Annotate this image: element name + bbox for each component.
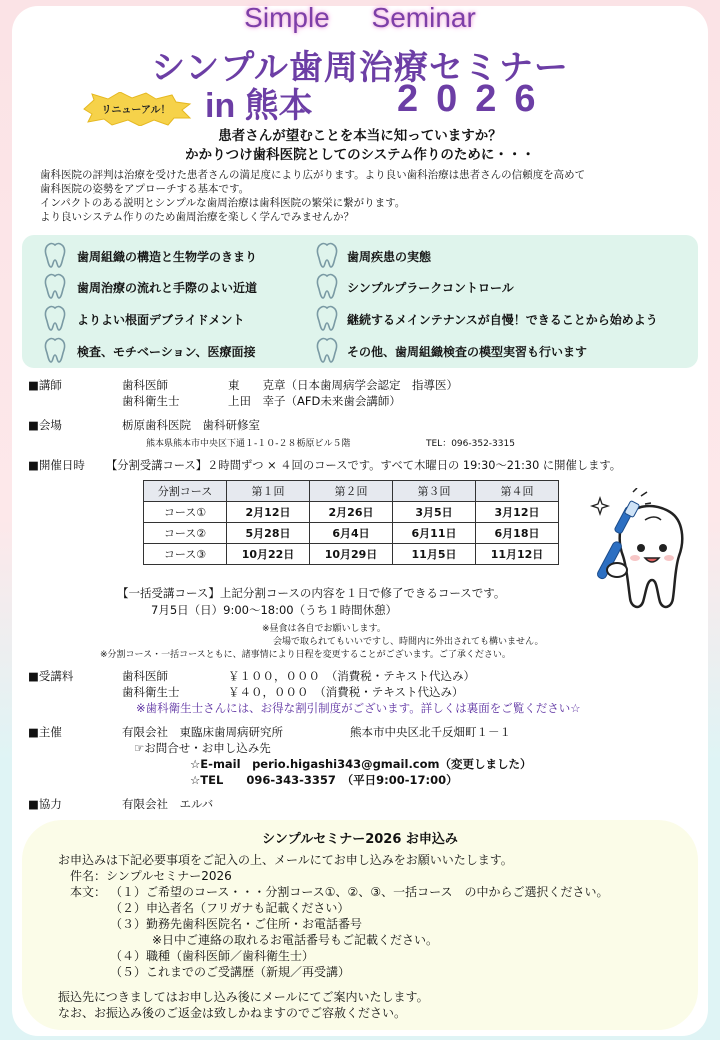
renewal-badge bbox=[80, 92, 192, 126]
date-cell: 2月26日 bbox=[310, 502, 393, 523]
date-cell: 11月5日 bbox=[393, 544, 476, 565]
table-row bbox=[144, 523, 559, 544]
fee-price: ￥４０，０００ （消費税・テキスト代込み） bbox=[228, 685, 464, 699]
lead-question: 患者さんが望むことを本当に知っていますか？ bbox=[218, 128, 502, 144]
application-item: （２）申込者名（フリガナも記載ください） bbox=[110, 901, 350, 915]
application-footer: 振込先につきましてはお申し込み後にメールにてご案内いたします。 bbox=[58, 990, 429, 1004]
table-header-cell: 分割コース bbox=[144, 481, 227, 502]
tooth-icon bbox=[42, 304, 68, 332]
tooth-icon bbox=[314, 336, 340, 364]
table-header-cell: 第２回 bbox=[310, 481, 393, 502]
organizer-name: 有限会社 東臨床歯周病研究所 bbox=[122, 725, 283, 739]
fee-role: 歯科衛生士 bbox=[122, 685, 180, 699]
schedule-note: 会場で取られてもいいですし、時間内に外出されても構いません。 bbox=[273, 637, 544, 647]
fee-discount-note: ※歯科衛生士さんには、お得な割引制度がございます。詳しくは裏面をご覧ください☆ bbox=[136, 701, 581, 715]
date-cell: 6月11日 bbox=[393, 523, 476, 544]
application-item: （３）勤務先歯科医院名・ご住所・お電話番号 bbox=[110, 917, 363, 931]
contact-email[interactable]: ☆E-mail perio.higashi343@gmail.com（変更しました） bbox=[190, 757, 532, 771]
application-item: （１）ご希望のコース・・・分割コース①、②、③、一括コース の中からご選択ください。 bbox=[110, 885, 609, 899]
intro-line: より良いシステム作りのため歯周治療を楽しく学んでみませんか？ bbox=[40, 211, 354, 223]
date-cell: 11月12日 bbox=[476, 544, 559, 565]
tooth-icon bbox=[314, 241, 340, 269]
schedule-note: ※分割コース・一括コースともに、諸事情により日程を変更することがございます。ご了承ください。 bbox=[100, 650, 511, 660]
schedule-note: ※昼食は各自でお願いします。 bbox=[262, 624, 386, 634]
date-cell: 3月5日 bbox=[393, 502, 476, 523]
date-cell: 10月29日 bbox=[310, 544, 393, 565]
lecturer-label: ■講師 bbox=[28, 378, 62, 392]
intro-line: 歯科医院の姿勢をアプローチする基本です。 bbox=[40, 183, 250, 195]
table-header-cell: 第４回 bbox=[476, 481, 559, 502]
table-header-cell: 第３回 bbox=[393, 481, 476, 502]
application-item: （５）これまでのご受講歴（新規／再受講） bbox=[110, 965, 351, 979]
tooth-icon bbox=[42, 241, 68, 269]
lecturer-name: 東 克章（日本歯周病学会認定 指導医） bbox=[228, 378, 458, 392]
topic-item: 歯周疾患の実態 bbox=[347, 250, 432, 264]
topic-item: その他、歯周組織検査の模型実習も行います bbox=[347, 345, 588, 359]
date-cell: 2月12日 bbox=[227, 502, 310, 523]
tooth-icon bbox=[42, 272, 68, 300]
title-english: Simple Seminar bbox=[244, 2, 476, 33]
schedule-label: ■開催日時 bbox=[28, 458, 85, 472]
venue-address: 熊本県熊本市中央区下通１-１０-２８栃原ビル５階 bbox=[146, 439, 351, 449]
table-row bbox=[144, 502, 559, 523]
topic-item: 歯周治療の流れと手際のよい近道 bbox=[77, 281, 258, 295]
tooth-mascot-illustration bbox=[575, 488, 695, 613]
cooperation-label: ■協力 bbox=[28, 797, 62, 811]
course-name-cell: コース③ bbox=[144, 544, 227, 565]
venue-label: ■会場 bbox=[28, 418, 62, 432]
date-cell: 5月28日 bbox=[227, 523, 310, 544]
application-title: シンプルセミナー2026 お申込み bbox=[262, 832, 458, 847]
schedule-description: 【分割受講コース】２時間ずつ × ４回のコースです。すべて木曜日の 19:30～21:30 に開催します。 bbox=[106, 459, 622, 472]
application-item: （４）職種（歯科医師／歯科衛生士） bbox=[110, 949, 315, 963]
application-item-note: ※日中ご連絡の取れるお電話番号もご記載ください。 bbox=[152, 933, 439, 947]
organizer-label: ■主催 bbox=[28, 725, 62, 739]
venue-tel: TEL：096-352-3315 bbox=[426, 439, 515, 449]
tooth-icon bbox=[42, 336, 68, 364]
title-japanese: シンプル歯周治療セミナー bbox=[151, 49, 569, 87]
renewal-badge-label: リニューアル！ bbox=[101, 105, 171, 116]
application-body-label: 本文： bbox=[70, 885, 107, 899]
table-header-row bbox=[144, 481, 559, 502]
title-year: 2026 bbox=[397, 78, 554, 120]
organizer-address: 熊本市中央区北千反畑町１－１ bbox=[350, 725, 511, 739]
topic-item: シンプルプラークコントロール bbox=[347, 281, 514, 295]
bulk-course-date: 7月5日（日）9:00～18:00（うち１時間休憩） bbox=[151, 603, 398, 617]
contact-heading: ☞お問合せ・お申し込み先 bbox=[134, 741, 271, 755]
lead-subtitle: かかりつけ歯科医院としてのシステム作りのために・・・ bbox=[185, 147, 535, 163]
contact-tel[interactable]: ☆TEL 096-343-3357 （平日9:00-17:00） bbox=[190, 773, 458, 787]
intro-line: インパクトのある説明とシンプルな歯周治療は歯科医院の繁栄に繋がります。 bbox=[40, 197, 406, 209]
topic-item: よりよい根面デブライドメント bbox=[77, 313, 245, 327]
topic-item: 継続するメインテナンスが自慢！できることから始めよう bbox=[347, 313, 658, 327]
fee-role: 歯科医師 bbox=[122, 669, 168, 683]
lecturer-role: 歯科医師 bbox=[122, 378, 168, 392]
cooperation-name: 有限会社 エルバ bbox=[122, 797, 214, 811]
schedule-table bbox=[143, 480, 559, 565]
fee-price: ￥１００，０００ （消費税・テキスト代込み） bbox=[228, 669, 476, 683]
table-header-cell: 第１回 bbox=[227, 481, 310, 502]
table-row bbox=[144, 544, 559, 565]
lecturer-role: 歯科衛生士 bbox=[122, 394, 180, 408]
title-location: in 熊本 bbox=[205, 87, 313, 125]
tooth-icon bbox=[314, 304, 340, 332]
date-cell: 3月12日 bbox=[476, 502, 559, 523]
venue-name: 栃原歯科医院 歯科研修室 bbox=[122, 418, 260, 432]
lecturer-name: 上田 幸子（AFD未来歯会講師） bbox=[228, 394, 401, 408]
course-name-cell: コース② bbox=[144, 523, 227, 544]
topic-item: 歯周組織の構造と生物学のきまり bbox=[77, 250, 258, 264]
date-cell: 6月4日 bbox=[310, 523, 393, 544]
topic-item: 検査、モチベーション、医療面接 bbox=[77, 345, 256, 359]
fee-label: ■受講料 bbox=[28, 669, 74, 683]
tooth-icon bbox=[314, 272, 340, 300]
course-name-cell: コース① bbox=[144, 502, 227, 523]
application-intro: お申込みは下記必要事項をご記入の上、メールにてお申し込みをお願いいたします。 bbox=[58, 853, 513, 867]
application-footer: なお、お振込み後のご返金は致しかねますのでご容赦ください。 bbox=[58, 1006, 407, 1020]
bulk-course-description: 【一括受講コース】上記分割コースの内容を１日で修了できるコースです。 bbox=[117, 586, 506, 600]
intro-line: 歯科医院の評判は治療を受けた患者さんの満足度により広がります。より良い歯科治療は患者さんの信頼度を高めて bbox=[40, 169, 586, 181]
application-subject: 件名：シンプルセミナー2026 bbox=[70, 869, 232, 883]
date-cell: 10月22日 bbox=[227, 544, 310, 565]
date-cell: 6月18日 bbox=[476, 523, 559, 544]
